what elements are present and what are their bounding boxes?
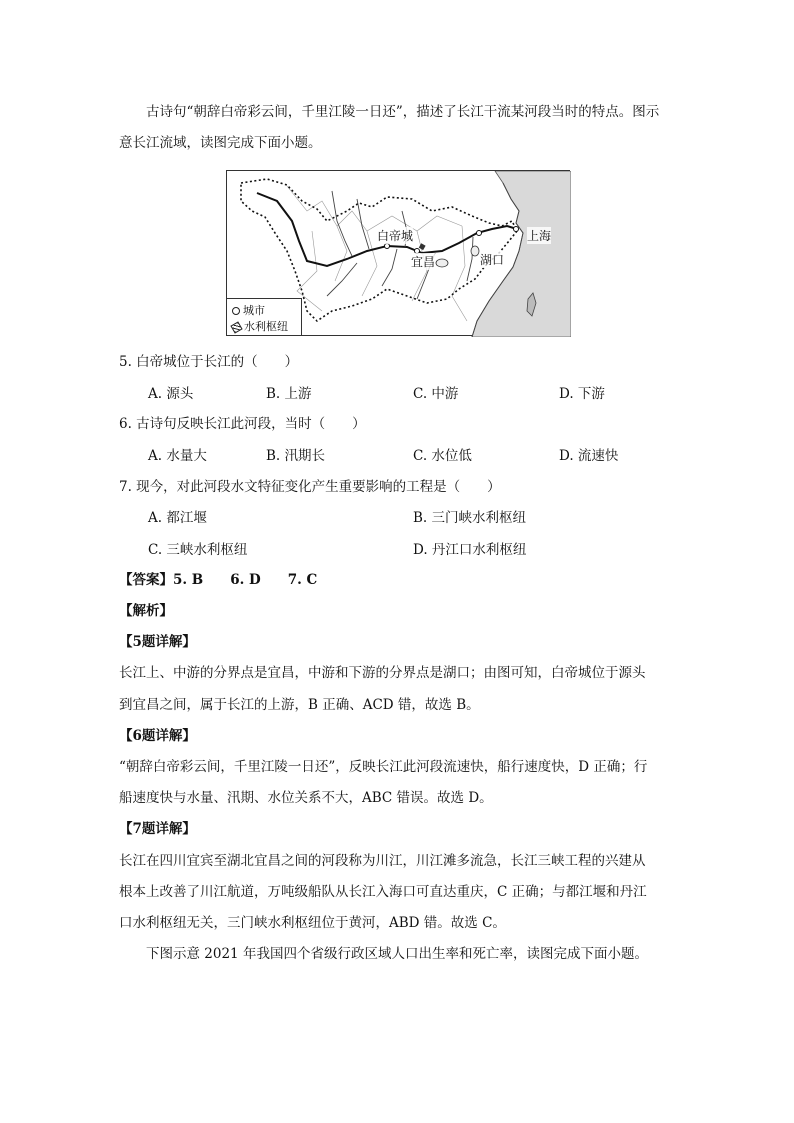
label-shanghai: 上海 xyxy=(527,229,552,243)
detail-6-line-2: 船速度快与水量、汛期、水位关系不大，ABC 错误。故选 D。 xyxy=(119,790,493,806)
q7-option-b: B. 三门峡水利枢纽 xyxy=(413,510,527,526)
detail-7-line-1: 长江在四川宜宾至湖北宜昌之间的河段称为川江，川江滩多流急，长江三峡工程的兴建从 xyxy=(119,853,646,869)
detail-6-heading: 【6题详解】 xyxy=(119,728,196,744)
detail-7-heading: 【7题详解】 xyxy=(119,821,196,837)
q5-option-c: C. 中游 xyxy=(413,386,459,402)
legend-dam: 水利枢纽 xyxy=(232,318,288,334)
label-hukou: 湖口 xyxy=(480,253,505,267)
map-legend xyxy=(227,298,302,335)
city-icon xyxy=(232,307,240,315)
question-6-stem: 6. 古诗句反映长江此河段，当时（ ） xyxy=(119,416,366,432)
q7-option-a: A. 都江堰 xyxy=(148,510,207,526)
question-7-stem: 7. 现今，对此河段水文特征变化产生重要影响的工程是（ ） xyxy=(119,479,501,495)
detail-5-line-2: 到宜昌之间，属于长江的上游，B 正确、ACD 错，故选 B。 xyxy=(119,697,480,713)
intro-line-2: 意长江流域，读图完成下面小题。 xyxy=(119,135,322,151)
detail-7-line-3: 口水利枢纽无关，三门峡水利枢纽位于黄河，ABD 错。故选 C。 xyxy=(119,915,506,931)
analysis-heading: 【解析】 xyxy=(119,603,173,619)
outro-line: 下图示意 2021 年我国四个省级行政区域人口出生率和死亡率，读图完成下面小题。 xyxy=(146,946,648,962)
q6-option-a: A. 水量大 xyxy=(148,448,207,464)
label-baidicheng: 白帝城 xyxy=(377,229,414,243)
intro-line-1: 古诗句“朝辞白帝彩云间，千里江陵一日还”，描述了长江干流某河段当时的特点。图示 xyxy=(146,104,660,120)
label-yichang: 宜昌 xyxy=(411,255,436,269)
q6-option-d: D. 流速快 xyxy=(559,448,619,464)
answer-line: 【答案】5. B 6. D 7. C xyxy=(119,572,318,588)
detail-6-line-1: “朝辞白帝彩云间，千里江陵一日还”，反映长江此河段流速快，船行速度快，D 正确；行 xyxy=(119,759,648,775)
detail-7-line-2: 根本上改善了川江航道，万吨级船队从长江入海口可直达重庆，C 正确；与都江堰和丹江 xyxy=(119,884,647,900)
legend-city: 城市 xyxy=(232,302,265,318)
q5-option-b: B. 上游 xyxy=(266,386,312,402)
detail-5-heading: 【5题详解】 xyxy=(119,634,196,650)
q7-option-d: D. 丹江口水利枢纽 xyxy=(413,542,527,558)
q6-option-b: B. 汛期长 xyxy=(266,448,326,464)
q7-option-c: C. 三峡水利枢纽 xyxy=(148,542,248,558)
yangtze-basin-map xyxy=(226,170,570,336)
q5-option-a: A. 源头 xyxy=(148,386,194,402)
q5-option-d: D. 下游 xyxy=(559,386,605,402)
question-5-stem: 5. 白帝城位于长江的（ ） xyxy=(119,354,299,370)
q6-option-c: C. 水位低 xyxy=(413,448,472,464)
detail-5-line-1: 长江上、中游的分界点是宜昌，中游和下游的分界点是湖口；由图可知，白帝城位于源头 xyxy=(119,665,646,681)
dam-icon xyxy=(230,321,242,333)
